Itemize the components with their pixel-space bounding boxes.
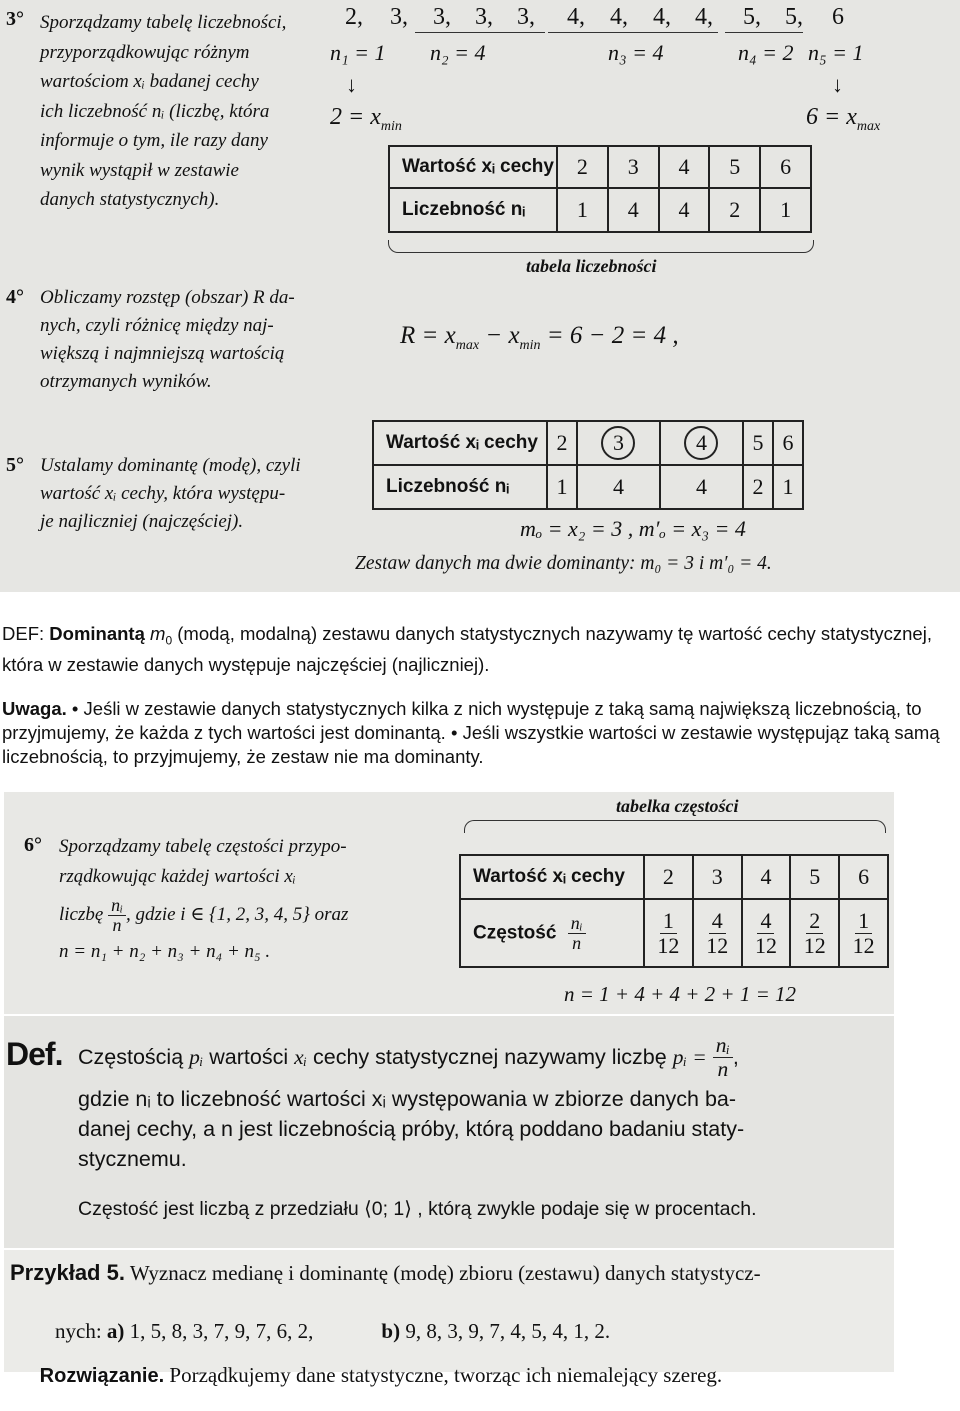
range-min-sub: min [519,338,541,353]
step5-line: je najliczniej (najczęściej). [40,511,244,532]
arrow-down-icon: ↓ [346,72,357,97]
step6-label: 6° [24,834,42,856]
fraction-denominator: 12 [852,932,875,958]
step3-line: informuje o tym, ile razy dany [40,130,268,151]
table2-count: 1 [773,465,803,509]
scan-section-example [4,1250,894,1387]
table2-value-mode [577,421,660,465]
table3-frequency [790,899,839,967]
fraction-numerator: 1 [855,909,872,933]
table2-count: 4 [660,465,743,509]
table3-value: 6 [839,855,888,899]
def-l1-a: Częstością [78,1044,190,1069]
step3-line: Sporządzamy tabelę liczebności, [40,12,287,33]
step5-line: wartość xᵢ cechy, która występu- [40,483,286,504]
def-line-5: Częstość jest liczbą z przedziału ⟨0; 1⟩ , którą zwykle podaje się w procentach. [78,1198,757,1220]
example-label: Przykład 5. [10,1260,125,1285]
table2-count: 4 [577,465,660,509]
table2-value: 2 [547,421,577,465]
table1-count: 2 [709,188,760,232]
step3-line: danych statystycznych). [40,189,220,210]
step5-text [40,452,340,536]
definition-block [2,622,957,677]
scan-section-frequency-table [0,0,960,592]
example-text: Wyznacz medianę i dominantę (modę) zbioru (zestawu) danych statystycz- [124,1261,761,1285]
step5-line: Ustalamy dominantę (modę), czyli [40,455,301,476]
seq-item: 3, [433,4,451,30]
table3-frequency [693,899,742,967]
step3-line: ich liczebność nᵢ (liczbę, która [40,100,270,122]
step5-label: 5° [6,454,24,476]
frequency-table-2 [372,420,804,510]
range-mid: − x [479,322,520,349]
def-l1-comma: , [732,1044,739,1069]
def-line-2: gdzie nᵢ to liczebność wartości xᵢ występowania w zbiorze danych ba- [78,1087,737,1111]
step6-line: Sporządzamy tabelę częstości przypo- [59,836,347,857]
table3-row2-fraction [568,914,586,953]
table3-brace [464,820,886,833]
count-n2: n₂ = 4 [430,40,486,65]
fraction-numerator: nᵢ [568,914,586,934]
table1-value: 3 [608,146,659,188]
scan-section-relative-frequency [4,792,894,1014]
def-l1-x: xᵢ [294,1044,308,1069]
step3-line: przyporządkowując różnym [40,41,250,63]
example-a-data: 1, 5, 8, 3, 7, 9, 7, 6, 2, [124,1319,314,1343]
example-nych: nych: [55,1319,107,1343]
table3-header-frequency [460,899,644,967]
fraction-denominator: 12 [754,932,777,958]
seq-item: 4, [695,4,713,30]
step6-fraction [108,896,126,935]
xmin-label [330,104,402,135]
count-braces [330,30,870,40]
definition-symbol: m [150,623,166,644]
table1-value: 2 [557,146,608,188]
step3-line: wynik wystąpił w zestawie [40,159,239,181]
table3-frequency [742,899,791,967]
solution-label: Rozwiązanie. [39,1365,165,1387]
frequency-fraction [853,909,875,956]
table1-header-value: Wartość xᵢ cechy [389,146,557,188]
definition-term: Dominantą [49,623,151,644]
seq-item: 4, [567,4,585,30]
def-label: Def. [6,1036,63,1072]
step4-line: otrzymanych wyników. [40,371,212,392]
seq-item: 6 [832,4,844,30]
def-fraction [713,1034,733,1080]
example-b-data: 9, 8, 3, 9, 7, 4, 5, 4, 1, 2. [400,1319,611,1343]
definition-prefix: DEF: [2,623,50,644]
step6-freq-line [59,896,399,935]
step4-line: nych, czyli różnicę między naj- [40,315,274,336]
note-label: Uwaga. [2,698,67,719]
table1-brace [388,240,814,253]
counts-row [330,40,890,70]
seq-item: 3, [475,4,493,30]
def-l1-p: pᵢ [189,1044,204,1069]
count-n5: n₅ = 1 [808,40,864,65]
seq-item: 3, [390,4,408,30]
fraction-denominator: n [112,914,122,935]
fraction-denominator: 12 [706,932,729,958]
solution-line [18,1340,722,1411]
table1-value: 5 [709,146,760,188]
step4-line: większą i najmniejszą wartością [40,343,285,364]
def-line-1 [78,1034,739,1080]
definition-rest: (modą, modalną) zestawu danych statystycznych nazywamy tę wartość cechy statystycznej, która w zestawie danych występuje najczęściej (najliczniej). [2,623,932,675]
range-lhs: R = x [400,322,456,349]
fraction-numerator: 4 [709,909,726,933]
fraction-numerator: nᵢ [108,896,126,916]
seq-item: 3, [517,4,535,30]
step4-line: Obliczamy rozstęp (obszar) R da- [40,287,295,308]
step6-text [59,832,399,967]
fraction-numerator: 1 [660,909,677,933]
table2-value: 5 [743,421,773,465]
def-line-4: stycznemu. [78,1147,187,1171]
step4-text [40,284,340,396]
table1-count: 1 [557,188,608,232]
fraction-numerator: 4 [757,909,774,933]
count-n4: n₄ = 2 [738,40,794,65]
table1-caption: tabela liczebności [526,256,657,276]
note-block [2,697,957,769]
fraction-numerator: 2 [806,909,823,933]
fraction-numerator: nᵢ [713,1034,733,1058]
table3-value: 5 [790,855,839,899]
def-l1-formula: pᵢ = [672,1044,707,1069]
table1-count: 4 [659,188,710,232]
seq-item: 5, [743,4,761,30]
scan-section-frequency-definition [4,1016,894,1248]
table3-value: 2 [644,855,693,899]
example-a-label: a) [106,1319,125,1343]
step3-text [40,8,340,215]
table2-header-count: Liczebność nᵢ [373,465,547,509]
frequency-fraction [657,909,679,956]
step6-sum: n = n₁ + n₂ + n₃ + n₄ + n₅ . [59,940,271,962]
table2-count: 2 [743,465,773,509]
step6-line: rządkowując każdej wartości xᵢ [59,866,296,887]
relative-frequency-table [459,854,889,968]
table1-header-count: Liczebność nᵢ [389,188,557,232]
table2-count: 1 [547,465,577,509]
xmin-sub: min [380,118,402,134]
xmax-label [806,104,880,135]
n-total-formula: n = 1 + 4 + 4 + 2 + 1 = 12 [564,982,797,1006]
step4-label: 4° [6,286,24,308]
fraction-denominator: n [717,1056,729,1081]
table3-caption: tabelka częstości [616,796,739,816]
table1-value: 4 [659,146,710,188]
table3-header-value: Wartość xᵢ cechy [460,855,644,899]
table3-value: 3 [693,855,742,899]
table1-value: 6 [760,146,811,188]
step6-where: , gdzie i ∈ {1, 2, 3, 4, 5} oraz [125,903,349,925]
frequency-fraction [804,909,826,956]
frequency-table-1 [388,145,812,233]
def-lines [78,1084,888,1224]
count-n1: n₁ = 1 [330,40,386,65]
def-line-3: danej cechy, a n jest liczebnością próby, którą poddano badaniu staty- [78,1117,745,1141]
fraction-denominator: 12 [803,932,826,958]
xmax-sub: max [856,118,881,134]
seq-item: 2, [345,4,363,30]
frequency-fraction [755,909,777,956]
range-formula [400,322,679,354]
two-modes-note: Zestaw danych ma dwie dominanty: m₀ = 3 i m′₀ = 4. [355,553,772,574]
frequency-fraction [706,909,728,956]
step6-liczbe: liczbę [59,903,104,925]
table2-value: 6 [773,421,803,465]
table3-row2-label: Częstość [473,922,557,944]
table3-value: 4 [742,855,791,899]
seq-item: 4, [610,4,628,30]
table2-value-mode [660,421,743,465]
definition-symbol-sub: 0 [165,633,173,648]
range-max-sub: max [455,338,480,353]
xmin-text: 2 = x [330,104,381,130]
step3-label: 3° [6,8,24,30]
table3-frequency [644,899,693,967]
table3-frequency [839,899,888,967]
solution-text: Porządkujemy dane statystyczne, tworząc ich niemalejący szereg. [164,1363,723,1387]
table1-count: 1 [760,188,811,232]
note-text: • Jeśli w zestawie danych statystycznych kilka z nich występuje z taką samą największą liczebnością, to przyjmujemy, że każda z tych wartości jest dominantą. • Jeśli wszystkie wartości w zestawie występująz taką samą liczebnością, to przyjmujemy, że zestaw nie ma dominanty. [2,698,940,767]
step3-line: wartościom xᵢ badanej cechy [40,71,259,92]
mode-circle: 3 [601,426,635,460]
example-header [10,1260,761,1286]
range-result: = 6 − 2 = 4 , [540,322,679,349]
seq-item: 5, [785,4,803,30]
xmax-text: 6 = x [806,104,857,130]
def-l1-b: wartości [203,1044,295,1069]
mode-circle: 4 [684,426,718,460]
example-b-label: b) [381,1319,401,1343]
table1-count: 4 [608,188,659,232]
count-n3: n₃ = 4 [608,40,664,65]
mode-formula: mₒ = x₂ = 3 , m′ₒ = x₃ = 4 [520,516,746,541]
fraction-denominator: n [572,932,582,953]
def-l1-c: cechy statystycznej nazywamy liczbę [307,1044,673,1069]
fraction-denominator: 12 [657,932,680,958]
table2-header-value: Wartość xᵢ cechy [373,421,547,465]
arrow-down-icon: ↓ [832,72,843,97]
seq-item: 4, [653,4,671,30]
